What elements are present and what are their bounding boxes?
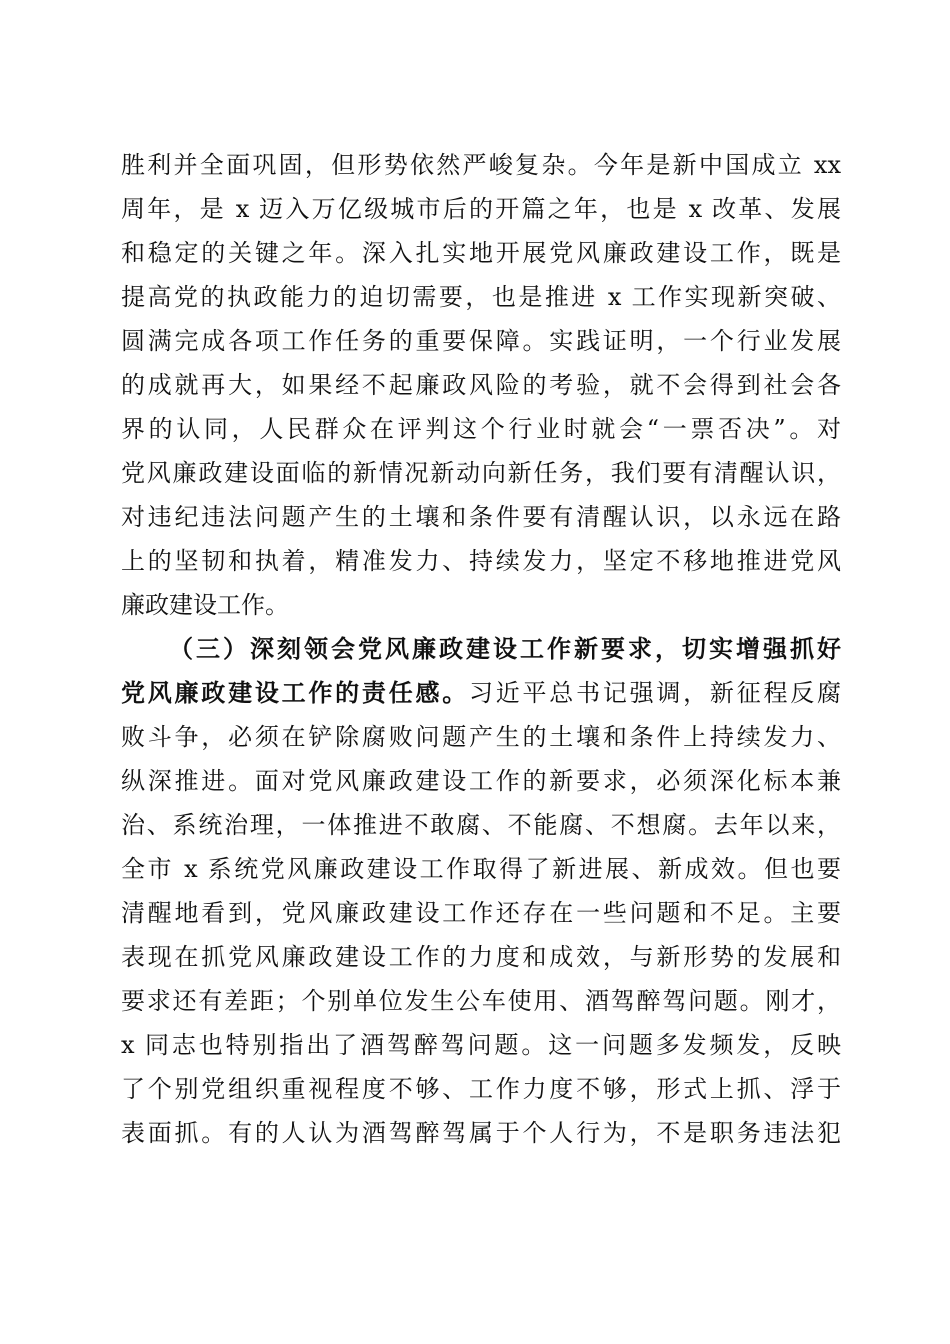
paragraph-line: 的成就再大，如果经不起廉政风险的考验，就不会得到社会各 [121, 371, 841, 399]
paragraph-line: 表面抓。有的人认为酒驾醉驾属于个人行为，不是职务违法犯 [121, 1119, 841, 1147]
paragraph-line: 界的认同，人民群众在评判这个行业时就会“一票否决”。对 [121, 415, 841, 443]
paragraph-line: 提高党的执政能力的迫切需要，也是推进 x 工作实现新突破、 [121, 283, 841, 311]
paragraph-line: 圆满完成各项工作任务的重要保障。实践证明，一个行业发展 [121, 327, 841, 355]
paragraph-line: 对违纪违法问题产生的土壤和条件要有清醒认识，以永远在路 [121, 503, 841, 531]
paragraph-line: 全市 x 系统党风廉政建设工作取得了新进展、新成效。但也要 [121, 855, 841, 883]
paragraph-line: 胜利并全面巩固，但形势依然严峻复杂。今年是新中国成立 xx [121, 151, 841, 179]
paragraph-line: 治、系统治理，一体推进不敢腐、不能腐、不想腐。去年以来， [121, 811, 841, 839]
paragraph-line: 清醒地看到，党风廉政建设工作还存在一些问题和不足。主要 [121, 899, 841, 927]
paragraph-line: 要求还有差距；个别单位发生公车使用、酒驾醉驾问题。刚才， [121, 987, 841, 1015]
paragraph-line: 了个别党组织重视程度不够、工作力度不够，形式上抓、浮于 [121, 1075, 841, 1103]
paragraph-line: 周年，是 x 迈入万亿级城市后的开篇之年，也是 x 改革、发展 [121, 195, 841, 223]
paragraph-line: 党风廉政建设面临的新情况新动向新任务，我们要有清醒认识， [121, 459, 841, 487]
paragraph-line-mixed [121, 678, 841, 708]
paragraph-line: 败斗争，必须在铲除腐败问题产生的土壤和条件上持续发力、 [121, 723, 841, 751]
section-heading: （三）深刻领会党风廉政建设工作新要求，切实增强抓好 [169, 634, 841, 663]
paragraph-line: 表现在抓党风廉政建设工作的力度和成效，与新形势的发展和 [121, 943, 841, 971]
paragraph-text: 习近平总书记强调，新征程反腐 [469, 679, 841, 707]
paragraph-line: x 同志也特别指出了酒驾醉驾问题。这一问题多发频发，反映 [121, 1031, 841, 1059]
paragraph-line: 上的坚韧和执着，精准发力、持续发力，坚定不移地推进党风 [121, 547, 841, 575]
paragraph-line: 纵深推进。面对党风廉政建设工作的新要求，必须深化标本兼 [121, 767, 841, 795]
paragraph-line-last: 廉政建设工作。 [121, 591, 289, 619]
section-heading-continuation: 党风廉政建设工作的责任感。 [121, 678, 469, 707]
paragraph-line: 和稳定的关键之年。深入扎实地开展党风廉政建设工作，既是 [121, 239, 841, 267]
